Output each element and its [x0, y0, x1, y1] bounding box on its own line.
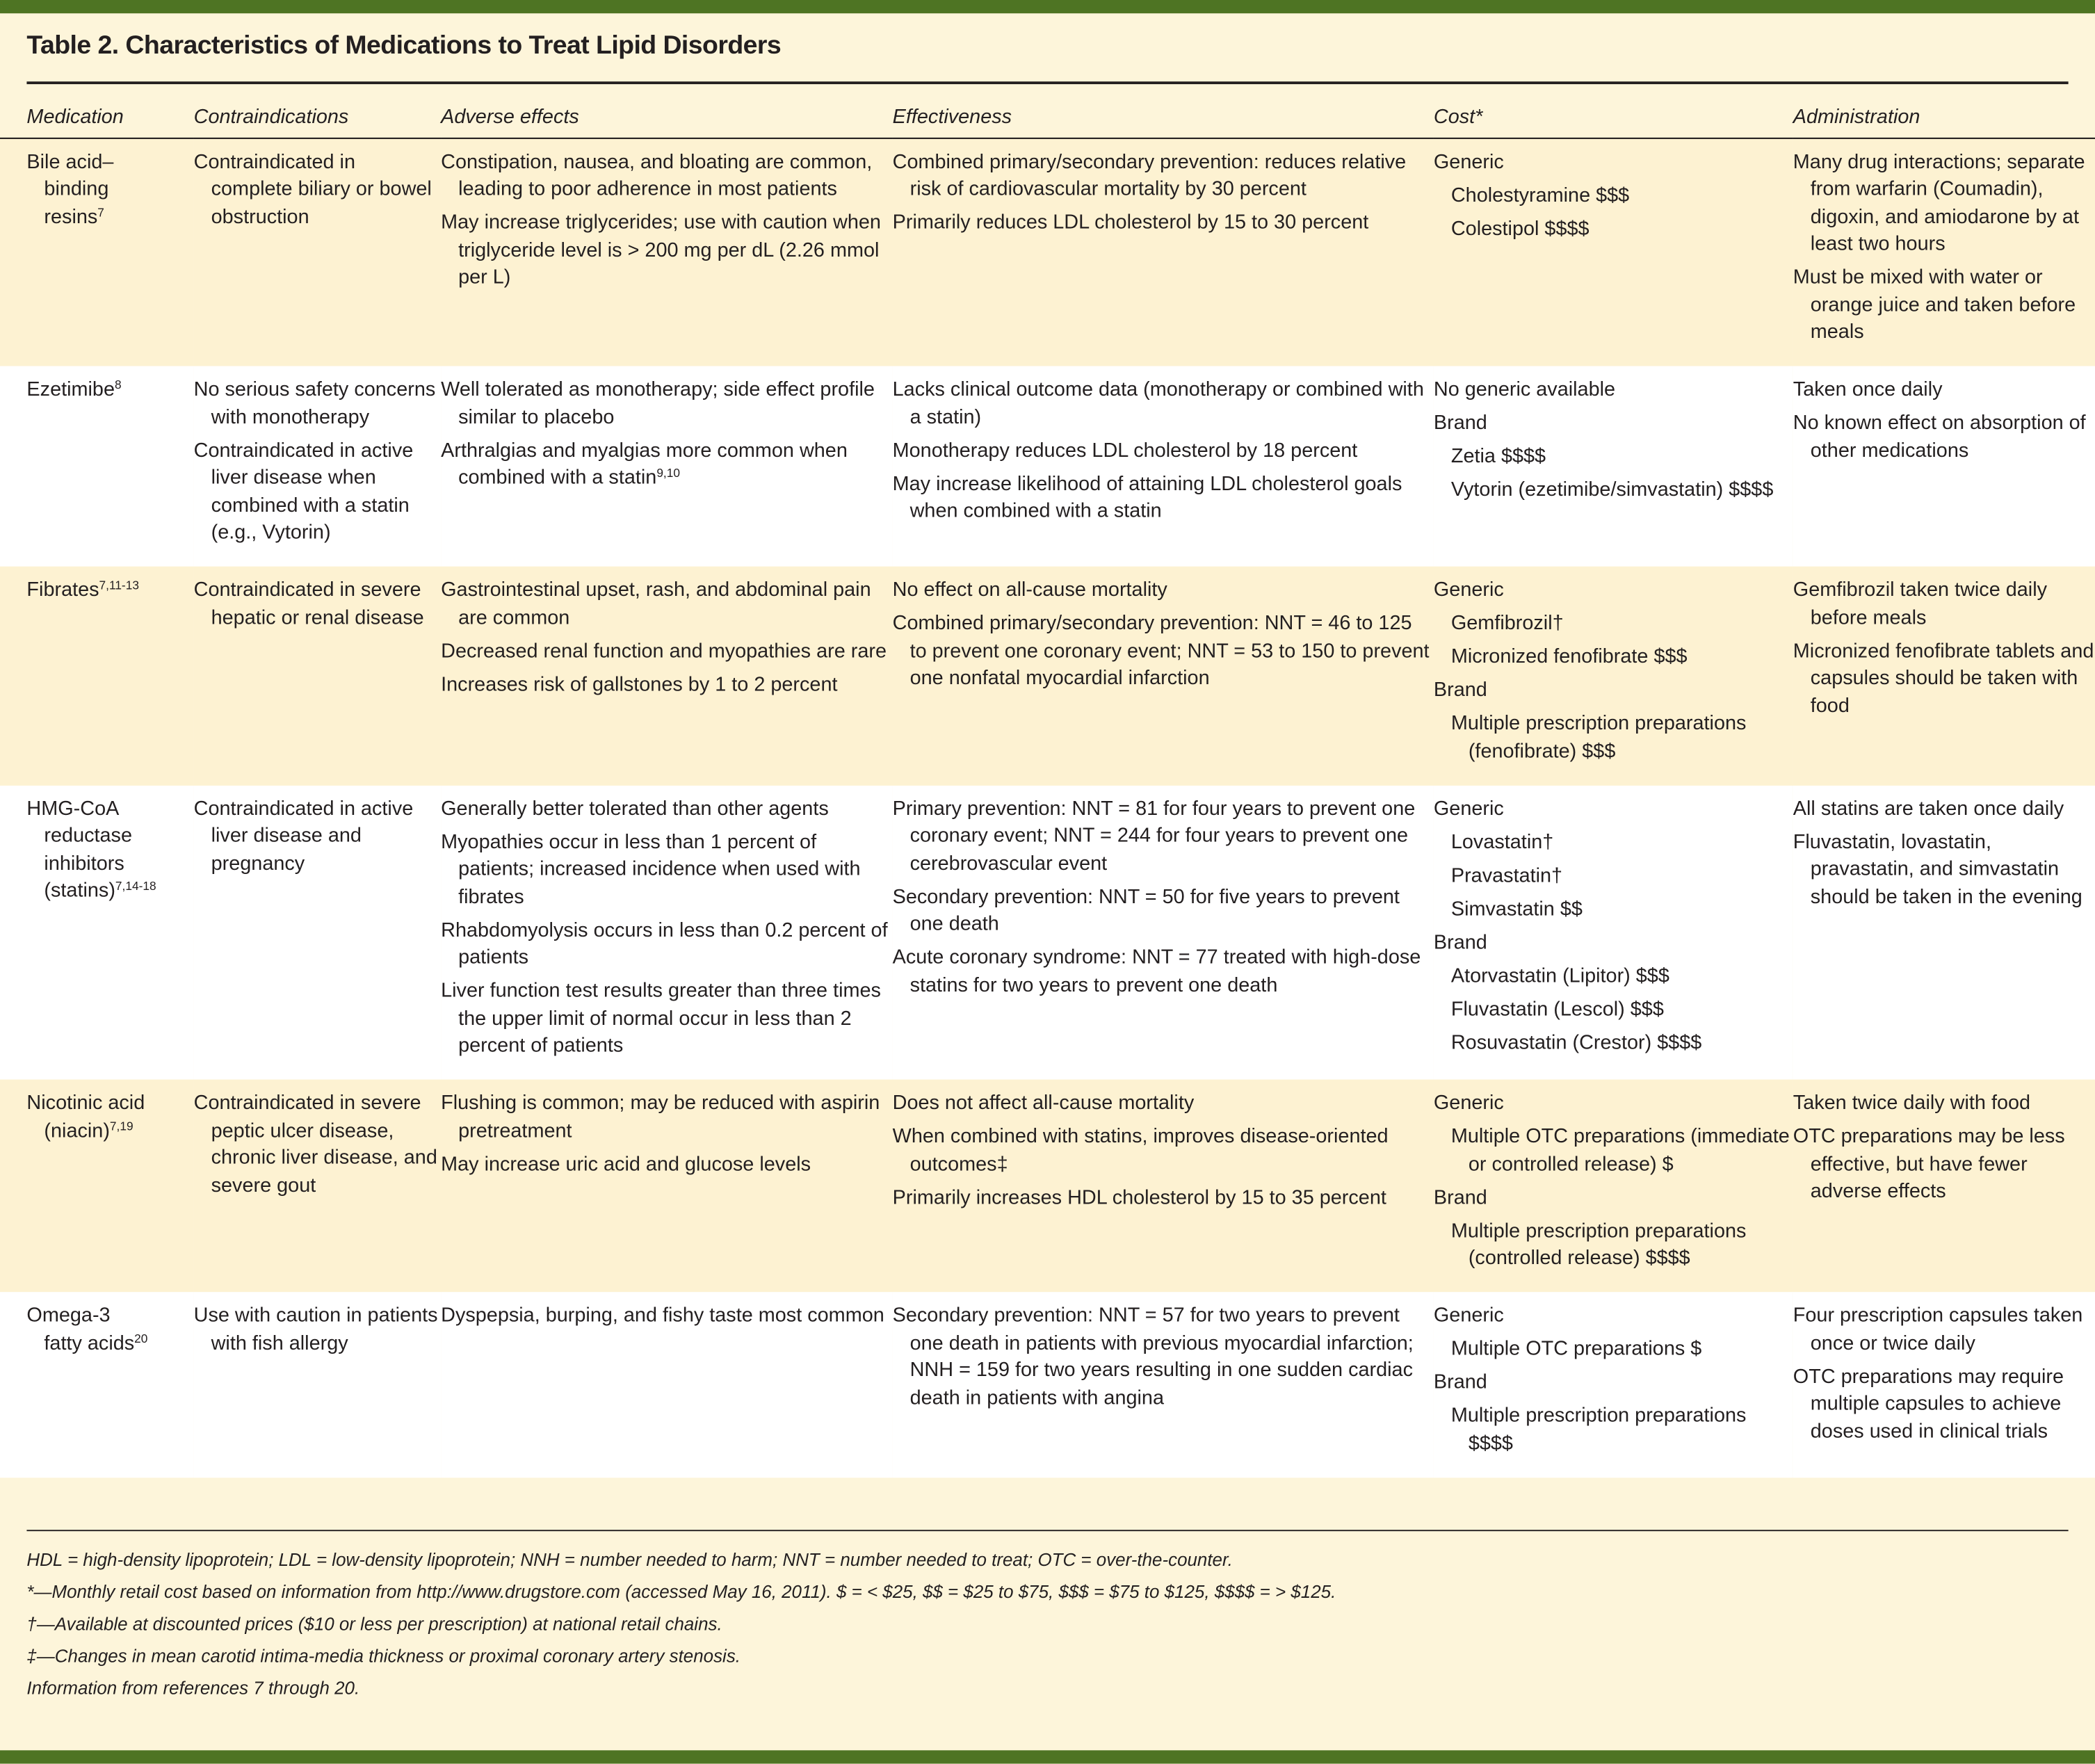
cell-text: Use with caution in patients with fish allergy	[193, 1304, 438, 1354]
cell-text: Dyspepsia, burping, and fishy taste most common	[441, 1304, 884, 1327]
table-row	[0, 138, 2095, 366]
top-accent-bar	[0, 0, 2095, 13]
cell-effectiveness	[893, 785, 1434, 1080]
cell-paragraph	[1434, 477, 1793, 504]
cell-cost	[1434, 785, 1793, 1080]
cell-administration	[1793, 366, 2095, 567]
cell-paragraph	[1434, 996, 1793, 1023]
cell-adverse	[441, 567, 893, 785]
footnote: †—Available at discounted prices ($10 or less per prescription) at national retail chains.	[26, 1614, 722, 1635]
cell-paragraph	[893, 577, 1434, 604]
reference-superscript: 9,10	[656, 466, 681, 480]
cell-contraindications	[194, 366, 441, 567]
cell-paragraph	[1434, 1303, 1793, 1330]
cell-text: Generic	[1433, 150, 1504, 173]
cell-paragraph	[1434, 216, 1793, 243]
cell-adverse	[441, 366, 893, 567]
cell-paragraph	[1434, 1403, 1793, 1458]
cell-paragraph	[194, 1303, 441, 1358]
cell-text: Fluvastatin, lovastatin, pravastatin, and simvastatin should be taken in the evening	[1793, 830, 2082, 908]
cell-contraindications	[194, 567, 441, 785]
cell-paragraph	[1793, 264, 2095, 346]
cell-paragraph	[1434, 1030, 1793, 1057]
footnote-rule	[26, 1530, 2068, 1531]
cell-text: inhibitors	[44, 852, 124, 875]
cell-text: No generic available	[1433, 378, 1616, 401]
cell-paragraph	[1793, 577, 2095, 632]
cell-paragraph	[893, 210, 1434, 237]
table-row	[0, 785, 2095, 1080]
cell-paragraph	[1434, 610, 1793, 638]
cell-paragraph	[441, 1090, 893, 1145]
cell-paragraph	[1434, 644, 1793, 671]
title-rule	[26, 81, 2068, 83]
cell-text: No serious safety concerns with monotherapy	[193, 378, 436, 428]
cell-paragraph	[1793, 410, 2095, 465]
cell-paragraph	[1434, 677, 1793, 704]
cell-text: Brand	[1433, 411, 1487, 435]
cell-text: resins	[44, 204, 98, 228]
cell-text: Acute coronary syndrome: NNT = 77 treated with high-dose statins for two years to prevent one death	[892, 946, 1421, 996]
cell-paragraph	[194, 149, 441, 231]
cell-paragraph	[26, 823, 193, 850]
cell-text: May increase triglycerides; use with caution when triglyceride level is > 200 mg per dL (2.26 mmol per L)	[441, 211, 881, 289]
cell-contraindications	[194, 785, 441, 1080]
cell-medication	[0, 567, 194, 785]
cell-administration	[1793, 138, 2095, 366]
cell-text: Colestipol $$$$	[1450, 217, 1590, 240]
cell-text: Brand	[1433, 930, 1487, 954]
cell-paragraph	[1434, 1370, 1793, 1397]
cell-paragraph	[26, 204, 193, 231]
cell-paragraph	[893, 884, 1434, 939]
table-row	[0, 567, 2095, 785]
cell-text: Multiple prescription preparations (fenofibrate) $$$	[1450, 712, 1747, 763]
cell-text: Zetia $$$$	[1450, 444, 1546, 468]
cell-paragraph	[893, 945, 1434, 1000]
cell-paragraph	[1434, 444, 1793, 471]
cell-text: Gastrointestinal upset, rash, and abdominal pain are common	[441, 578, 871, 629]
cell-paragraph	[1434, 829, 1793, 856]
cell-medication	[0, 785, 194, 1080]
cell-paragraph	[441, 577, 893, 632]
cell-paragraph	[1434, 896, 1793, 923]
cell-text: Gemfibrozil†	[1450, 612, 1564, 635]
cell-paragraph	[26, 577, 193, 604]
cell-text: Contraindicated in active liver disease and pregnancy	[193, 797, 414, 875]
cell-text: Lovastatin†	[1450, 830, 1554, 853]
cell-administration	[1793, 1292, 2095, 1477]
cell-paragraph	[1793, 1124, 2095, 1206]
cell-text: Ezetimibe	[26, 378, 115, 401]
cell-cost	[1434, 1080, 1793, 1293]
cell-contraindications	[194, 138, 441, 366]
cell-paragraph	[1434, 711, 1793, 766]
footnote: *—Monthly retail cost based on information from http://www.drugstore.com (accessed May 16, 2011). $ = < $25, $$ = $25 to $75, $$$ = $75 to $125, $$$$ = > $125.	[26, 1582, 1336, 1602]
footnotes	[26, 1547, 2057, 1708]
cell-paragraph	[1434, 963, 1793, 990]
cell-paragraph	[1434, 1090, 1793, 1117]
cell-paragraph	[1434, 1184, 1793, 1211]
lipid-medications-table	[0, 94, 2095, 1478]
cell-administration	[1793, 1080, 2095, 1293]
cell-text: fatty acids	[44, 1331, 135, 1354]
table-row	[0, 1292, 2095, 1477]
cell-contraindications	[194, 1080, 441, 1293]
cell-paragraph	[1434, 862, 1793, 889]
cell-text: All statins are taken once daily	[1793, 797, 2064, 820]
header-medication: Medication	[26, 105, 124, 129]
cell-paragraph	[441, 638, 893, 665]
cell-text: Brand	[1433, 1186, 1487, 1209]
cell-medication	[0, 138, 194, 366]
bottom-accent-bar	[0, 1750, 2095, 1763]
cell-text: Lacks clinical outcome data (monotherapy or combined with a statin)	[892, 378, 1424, 428]
cell-text: May increase uric acid and glucose levels	[441, 1152, 811, 1176]
cell-paragraph	[1434, 929, 1793, 956]
cell-paragraph	[1793, 795, 2095, 823]
cell-paragraph	[26, 1117, 193, 1144]
reference-superscript: 8	[114, 378, 122, 392]
cell-paragraph	[26, 377, 193, 404]
cell-paragraph	[1434, 577, 1793, 604]
cell-text: (statins)	[44, 879, 115, 903]
reference-superscript: 7,14-18	[115, 879, 156, 893]
cell-paragraph	[441, 210, 893, 292]
cell-paragraph	[1434, 1218, 1793, 1273]
cell-text: (niacin)	[44, 1119, 110, 1142]
cell-paragraph	[441, 795, 893, 823]
cell-paragraph	[1434, 149, 1793, 176]
cell-paragraph	[1434, 182, 1793, 209]
header-cost: Cost*	[1433, 105, 1483, 129]
cell-text: Well tolerated as monotherapy; side effect profile similar to placebo	[441, 378, 875, 428]
cell-paragraph	[441, 149, 893, 204]
cell-paragraph	[1434, 795, 1793, 823]
cell-paragraph	[26, 1090, 193, 1117]
cell-paragraph	[441, 829, 893, 911]
cell-paragraph	[441, 978, 893, 1060]
cell-paragraph	[26, 795, 193, 823]
cell-text: Arthralgias and myalgias more common when combined with a statin	[441, 439, 848, 489]
cell-text: Combined primary/secondary prevention: reduces relative risk of cardiovascular mortality by 30 percent	[892, 150, 1407, 201]
cell-text: Decreased renal function and myopathies are rare	[441, 639, 887, 663]
table-title: Table 2. Characteristics of Medications to Treat Lipid Disorders	[26, 31, 782, 60]
cell-text: Fluvastatin (Lescol) $$$	[1450, 997, 1664, 1021]
cell-paragraph	[1434, 410, 1793, 437]
cell-text: Gemfibrozil taken twice daily before meals	[1793, 578, 2048, 629]
reference-superscript: 7	[97, 204, 104, 219]
cell-text: When combined with statins, improves disease-oriented outcomes‡	[892, 1124, 1389, 1176]
cell-paragraph	[194, 437, 441, 547]
cell-medication	[0, 1080, 194, 1293]
table-row	[0, 1080, 2095, 1293]
cell-cost	[1434, 567, 1793, 785]
footnote: HDL = high-density lipoprotein; LDL = low-density lipoprotein; NNH = number needed to harm; NNT = number needed to treat; OTC = over-the-counter.	[26, 1550, 1233, 1570]
cell-text: Combined primary/secondary prevention: NNT = 46 to 125 to prevent one coronary event; NNT = 53 to 150 to prevent one nonfatal myocardial infarction	[892, 612, 1430, 690]
cell-text: May increase likelihood of attaining LDL cholesterol goals when combined with a statin	[892, 472, 1402, 523]
reference-superscript: 7,19	[109, 1119, 134, 1133]
cell-text: Generic	[1433, 797, 1504, 820]
cell-paragraph	[26, 177, 193, 204]
cell-text: Bile acid–	[26, 150, 114, 173]
cell-cost	[1434, 1292, 1793, 1477]
cell-text: Generic	[1433, 1304, 1504, 1327]
cell-text: OTC preparations may be less effective, but have fewer adverse effects	[1793, 1124, 2065, 1203]
cell-paragraph	[441, 437, 893, 492]
cell-paragraph	[194, 577, 441, 632]
cell-paragraph	[1434, 1336, 1793, 1364]
cell-paragraph	[1434, 1124, 1793, 1179]
cell-text: Vytorin (ezetimibe/simvastatin) $$$$	[1450, 478, 1774, 501]
cell-text: Monotherapy reduces LDL cholesterol by 18 percent	[892, 439, 1358, 462]
cell-paragraph	[1793, 829, 2095, 911]
cell-cost	[1434, 138, 1793, 366]
cell-text: Nicotinic acid	[26, 1091, 145, 1115]
cell-paragraph	[893, 437, 1434, 464]
cell-effectiveness	[893, 1292, 1434, 1477]
cell-text: Multiple OTC preparations (immediate or controlled release) $	[1450, 1124, 1790, 1176]
cell-text: Rhabdomyolysis occurs in less than 0.2 percent of patients	[441, 919, 888, 969]
cell-paragraph	[441, 672, 893, 699]
cell-text: Four prescription capsules taken once or twice daily	[1793, 1304, 2083, 1354]
cell-paragraph	[1793, 638, 2095, 720]
cell-text: Simvastatin $$	[1450, 897, 1583, 921]
cell-paragraph	[26, 149, 193, 176]
cell-administration	[1793, 785, 2095, 1080]
cell-text: Brand	[1433, 679, 1487, 702]
cell-text: No effect on all-cause mortality	[892, 578, 1167, 601]
cell-text: HMG-CoA	[26, 797, 120, 820]
cell-text: Taken twice daily with food	[1793, 1091, 2031, 1115]
cell-text: reductase	[44, 824, 132, 848]
header-row	[0, 94, 2095, 138]
cell-paragraph	[441, 1303, 893, 1330]
cell-text: Rosuvastatin (Crestor) $$$$	[1450, 1030, 1702, 1054]
cell-paragraph	[893, 377, 1434, 432]
cell-text: binding	[44, 177, 109, 201]
cell-medication	[0, 1292, 194, 1477]
cell-text: OTC preparations may require multiple capsules to achieve doses used in clinical trials	[1793, 1364, 2064, 1443]
footnote: Information from references 7 through 20.	[26, 1678, 360, 1699]
cell-adverse	[441, 785, 893, 1080]
cell-paragraph	[893, 795, 1434, 877]
cell-adverse	[441, 1080, 893, 1293]
cell-text: Pravastatin†	[1450, 864, 1563, 887]
cell-effectiveness	[893, 138, 1434, 366]
cell-effectiveness	[893, 1080, 1434, 1293]
header-effectiveness: Effectiveness	[892, 105, 1012, 129]
cell-paragraph	[26, 1303, 193, 1330]
cell-paragraph	[26, 1330, 193, 1357]
cell-text: Contraindicated in severe hepatic or renal disease	[193, 578, 424, 629]
cell-text: Taken once daily	[1793, 378, 1943, 401]
cell-paragraph	[893, 1124, 1434, 1179]
cell-paragraph	[441, 917, 893, 972]
cell-text: Generic	[1433, 578, 1504, 601]
cell-contraindications	[194, 1292, 441, 1477]
header-contraindications: Contraindications	[193, 105, 349, 129]
cell-paragraph	[194, 795, 441, 877]
header-administration: Administration	[1793, 105, 1920, 129]
cell-paragraph	[1793, 1303, 2095, 1358]
footnote: ‡—Changes in mean carotid intima-media thickness or proximal coronary artery stenosis.	[26, 1646, 741, 1667]
cell-paragraph	[1793, 1090, 2095, 1117]
cell-effectiveness	[893, 567, 1434, 785]
cell-adverse	[441, 1292, 893, 1477]
cell-paragraph	[893, 1184, 1434, 1211]
cell-text: Micronized fenofibrate $$$	[1450, 645, 1688, 668]
cell-adverse	[441, 138, 893, 366]
cell-text: Multiple prescription preparations (controlled release) $$$$	[1450, 1219, 1747, 1270]
table-row	[0, 366, 2095, 567]
cell-paragraph	[194, 1090, 441, 1200]
cell-paragraph	[893, 149, 1434, 204]
cell-text: Primarily reduces LDL cholesterol by 15 to 30 percent	[892, 211, 1369, 234]
cell-paragraph	[26, 877, 193, 905]
cell-text: Omega-3	[26, 1304, 111, 1327]
cell-paragraph	[893, 1303, 1434, 1413]
cell-paragraph	[1793, 377, 2095, 404]
cell-text: Cholestyramine $$$	[1450, 184, 1630, 207]
cell-text: Generally better tolerated than other agents	[441, 797, 829, 820]
cell-text: Secondary prevention: NNT = 50 for five years to prevent one death	[892, 885, 1400, 936]
cell-text: Primary prevention: NNT = 81 for four years to prevent one coronary event; NNT = 244 for four years to prevent one cerebrovascular event	[892, 797, 1416, 875]
cell-text: Multiple OTC preparations $	[1450, 1337, 1702, 1361]
cell-paragraph	[893, 1090, 1434, 1117]
cell-text: Fibrates	[26, 578, 99, 601]
cell-paragraph	[893, 610, 1434, 693]
cell-text: Primarily increases HDL cholesterol by 15 to 35 percent	[892, 1186, 1386, 1209]
cell-text: Multiple prescription preparations $$$$	[1450, 1404, 1747, 1455]
cell-paragraph	[893, 471, 1434, 526]
cell-text: Many drug interactions; separate from warfarin (Coumadin), digoxin, and amiodarone by at least two hours	[1793, 150, 2085, 256]
cell-text: Constipation, nausea, and bloating are common, leading to poor adherence in most patients	[441, 150, 873, 201]
reference-superscript: 7,11-13	[99, 578, 139, 592]
reference-superscript: 20	[134, 1331, 148, 1345]
cell-paragraph	[441, 1151, 893, 1178]
header-adverse-effects: Adverse effects	[441, 105, 579, 129]
cell-text: Atorvastatin (Lipitor) $$$	[1450, 964, 1669, 987]
cell-text: Myopathies occur in less than 1 percent of patients; increased incidence when used with fibrates	[441, 830, 861, 908]
cell-paragraph	[1793, 1364, 2095, 1446]
cell-text: Micronized fenofibrate tablets and capsules should be taken with food	[1793, 639, 2094, 717]
cell-text: Brand	[1433, 1370, 1487, 1394]
cell-medication	[0, 366, 194, 567]
cell-text: Does not affect all-cause mortality	[892, 1091, 1195, 1115]
cell-paragraph	[194, 377, 441, 432]
cell-text: Contraindicated in complete biliary or bowel obstruction	[193, 150, 432, 228]
cell-paragraph	[26, 850, 193, 877]
cell-cost	[1434, 366, 1793, 567]
cell-text: Contraindicated in severe peptic ulcer disease, chronic liver disease, and severe gout	[193, 1091, 437, 1197]
cell-text: Contraindicated in active liver disease when combined with a statin (e.g., Vytorin)	[193, 439, 414, 544]
cell-paragraph	[441, 377, 893, 432]
cell-text: Secondary prevention: NNT = 57 for two years to prevent one death in patients with previous myocardial infarction; NNH = 159 for two years resulting in one sudden cardiac death in patients with angina	[892, 1304, 1414, 1409]
cell-text: Generic	[1433, 1091, 1504, 1115]
cell-text: Liver function test results greater than three times the upper limit of normal occur in less than 2 percent of patients	[441, 979, 881, 1057]
cell-text: Increases risk of gallstones by 1 to 2 percent	[441, 672, 838, 696]
cell-paragraph	[1434, 377, 1793, 404]
cell-administration	[1793, 567, 2095, 785]
cell-text: Must be mixed with water or orange juice and taken before meals	[1793, 266, 2076, 343]
cell-text: Flushing is common; may be reduced with aspirin pretreatment	[441, 1091, 880, 1142]
cell-text: No known effect on absorption of other medications	[1793, 411, 2086, 462]
cell-paragraph	[1793, 149, 2095, 259]
cell-effectiveness	[893, 366, 1434, 567]
